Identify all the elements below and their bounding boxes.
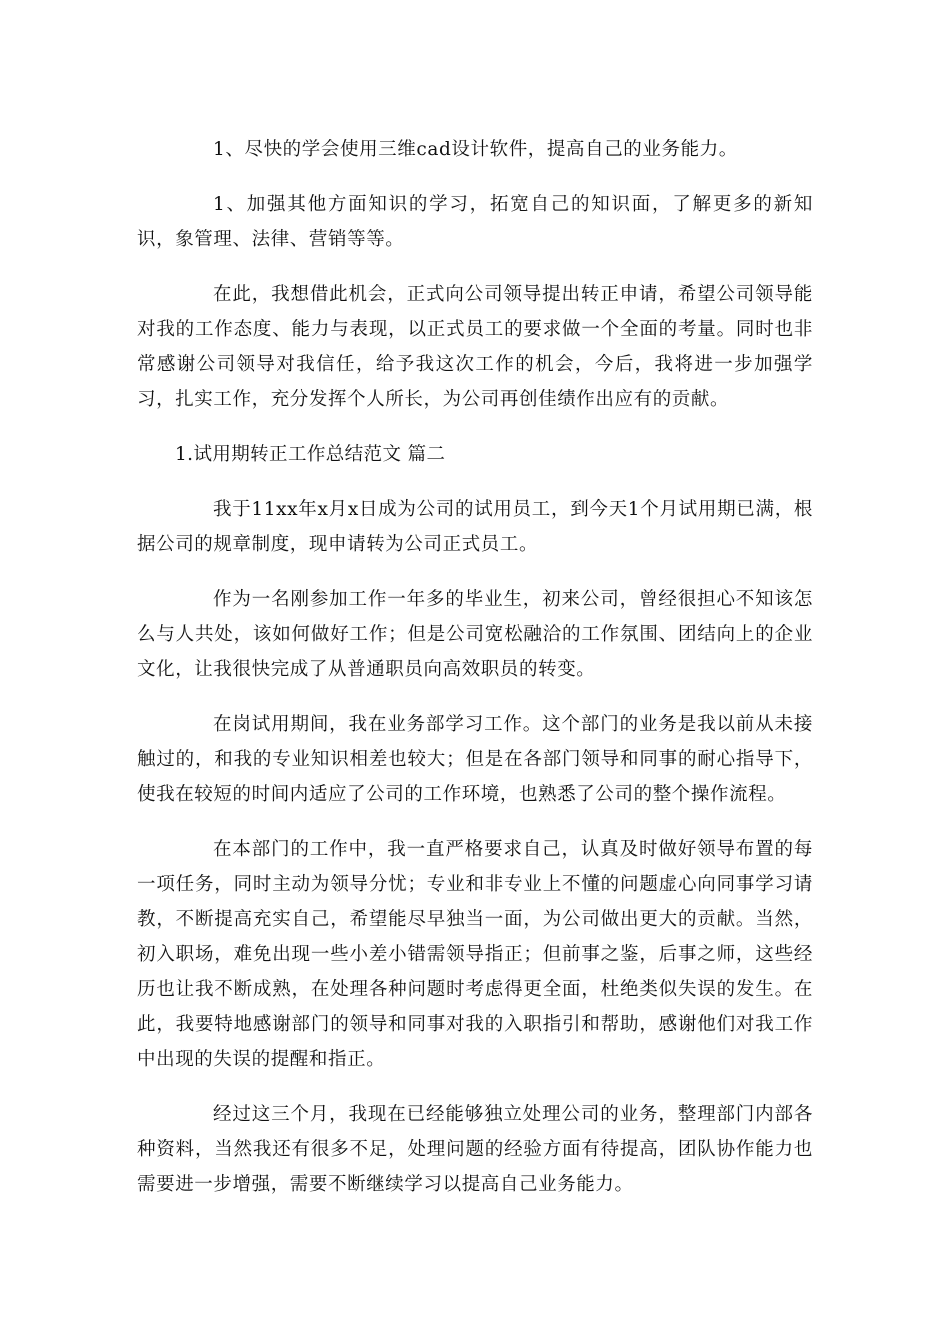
paragraph-adaptation: 作为一名刚参加工作一年多的毕业生，初来公司，曾经很担心不知该怎么与人共处，该如何做好工作；但是公司宽松融洽的工作氛围、团结向上的企业文化，让我很快完成了从普通职员向高效职员的转变。 xyxy=(137,589,813,680)
section-heading: 1.试用期转正工作总结范文 篇二 xyxy=(175,444,446,465)
paragraph-goal-knowledge: 1、加强其他方面知识的学习，拓宽自己的知识面，了解更多的新知识，象管理、法律、营销等等。 xyxy=(137,194,813,250)
paragraph-intro: 我于11xx年x月x日成为公司的试用员工，到今天1个月试用期已满，根据公司的规章制度，现申请转为公司正式员工。 xyxy=(137,499,813,555)
document-body xyxy=(137,132,813,1222)
paragraph-application: 在此，我想借此机会，正式向公司领导提出转正申请，希望公司领导能对我的工作态度、能力与表现，以正式员工的要求做一个全面的考量。同时也非常感谢公司领导对我信任，给予我这次工作的机会，今后，我将进一步加强学习，扎实工作，充分发挥个人所长，为公司再创佳绩作出应有的贡献。 xyxy=(137,284,813,410)
paragraph-goal-cad: 1、尽快的学会使用三维cad设计软件，提高自己的业务能力。 xyxy=(213,139,738,160)
paragraph-summary: 经过这三个月，我现在已经能够独立处理公司的业务，整理部门内部各种资料，当然我还有很多不足，处理问题的经验方面有待提高，团队协作能力也需要进一步增强，需要不断继续学习以提高自己业务能力。 xyxy=(137,1104,813,1195)
paragraph-probation: 在岗试用期间，我在业务部学习工作。这个部门的业务是我以前从未接触过的，和我的专业知识相差也较大；但是在各部门领导和同事的耐心指导下，使我在较短的时间内适应了公司的工作环境，也熟悉了公司的整个操作流程。 xyxy=(137,714,813,805)
paragraph-work-attitude: 在本部门的工作中，我一直严格要求自己，认真及时做好领导布置的每一项任务，同时主动为领导分忧；专业和非专业上不懂的问题虚心向同事学习请教，不断提高充实自己，希望能尽早独当一面，为公司做出更大的贡献。当然，初入职场，难免出现一些小差小错需领导指正；但前事之鉴，后事之师，这些经历也让我不断成熟，在处理各种问题时考虑得更全面，杜绝类似失误的发生。在此，我要特地感谢部门的领导和同事对我的入职指引和帮助，感谢他们对我工作中出现的失误的提醒和指正。 xyxy=(137,839,813,1070)
